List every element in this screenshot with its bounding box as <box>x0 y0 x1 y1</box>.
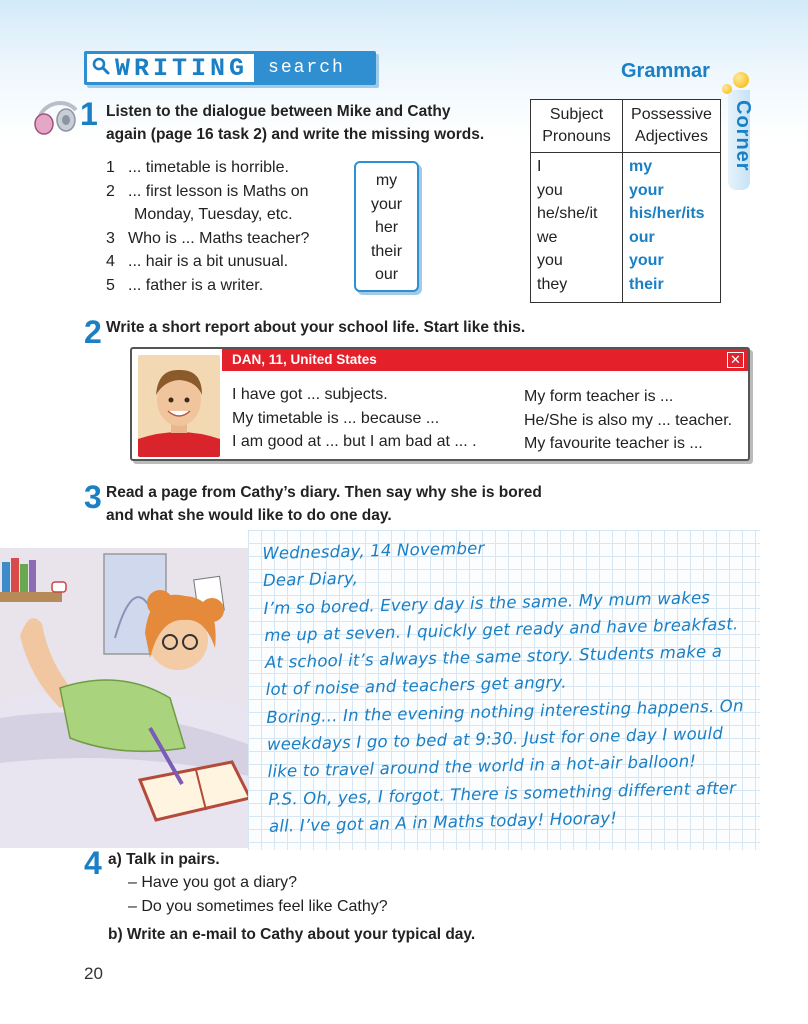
writing-search-header <box>84 51 376 85</box>
list-item <box>106 180 309 204</box>
diary-line: At school it’s always the same story. Students make a <box>264 641 723 673</box>
item-number: 1 <box>106 159 115 176</box>
table-header-possessive <box>623 100 721 153</box>
diary-line: I’m so bored. Every day is the same. My mum wakes <box>263 587 711 618</box>
headphones-icon <box>32 96 84 136</box>
header-text: Possessive <box>631 106 712 123</box>
profile-card <box>130 347 750 461</box>
task2-instruction: Write a short report about your school life. Start like this. <box>106 319 526 336</box>
grammar-title: Grammar <box>621 60 710 82</box>
table-cell: their <box>629 275 664 293</box>
profile-name: DAN, 11, United States <box>232 352 377 367</box>
task1-instruction-line2: again (page 16 task 2) and write the missing words. <box>106 126 485 143</box>
task4-b-label: b) Write an e-mail to Cathy about your typical day. <box>108 926 476 943</box>
profile-title-bar <box>222 349 748 371</box>
table-cell: my <box>629 158 653 175</box>
table-cell: his/her/its <box>629 205 705 222</box>
item-number: 5 <box>106 276 115 294</box>
item-text: ... first lesson is Maths on <box>128 182 309 200</box>
table-cell: I <box>537 158 542 175</box>
avatar <box>138 355 220 457</box>
task2-number: 2 <box>84 314 102 350</box>
item-text: Monday, Tuesday, etc. <box>134 206 293 223</box>
page-number: 20 <box>84 964 103 983</box>
item-number: 2 <box>106 182 115 200</box>
table-row <box>531 153 721 303</box>
profile-prompts-right <box>524 385 732 456</box>
word-box-item: my <box>375 172 398 189</box>
word-box-item: our <box>374 266 399 283</box>
list-item <box>106 227 309 251</box>
table-cell: our <box>629 228 655 246</box>
close-icon[interactable]: ✕ <box>727 352 744 368</box>
word-box-item: her <box>374 219 399 236</box>
table-header-subject <box>531 100 623 153</box>
subject-pronouns-cell <box>531 153 623 303</box>
prompt-line: I have got ... subjects. <box>232 386 388 403</box>
table-cell: you <box>537 181 563 199</box>
task4-a-item: – Do you sometimes feel like Cathy? <box>128 897 388 915</box>
diary-text <box>262 528 769 840</box>
prompt-line: I am good at ... but I am bad at ... . <box>232 433 477 450</box>
item-number: 4 <box>106 253 115 270</box>
diary-line: me up at seven. I quickly get ready and have breakfast. <box>264 614 739 645</box>
item-number <box>106 203 134 227</box>
bubble-icon <box>733 72 749 88</box>
header-text: Pronouns <box>542 128 611 145</box>
diary-line: all. I’ve got an A in Maths today! Hooray! <box>268 808 618 836</box>
header-title: WRITING <box>115 53 249 83</box>
table-cell: you <box>537 252 563 269</box>
list-item <box>106 274 309 298</box>
table-cell: he/she/it <box>537 205 598 222</box>
header-tag: search <box>254 54 373 82</box>
table-cell: we <box>537 228 558 246</box>
prompt-line: My favourite teacher is ... <box>524 435 703 452</box>
task4-a-item: – Have you got a diary? <box>128 874 297 891</box>
word-box-item: their <box>370 242 403 260</box>
possessive-adjectives-cell <box>623 153 721 303</box>
table-cell: your <box>629 252 664 269</box>
list-item <box>106 156 309 180</box>
word-box <box>354 161 419 292</box>
task1-number: 1 <box>80 96 98 132</box>
list-item <box>106 203 309 227</box>
prompt-line: My form teacher is ... <box>524 388 674 405</box>
task1-instruction-line1: Listen to the dialogue between Mike and Cathy <box>106 103 451 120</box>
task3-instruction-line1: Read a page from Cathy’s diary. Then say why she is bored <box>106 484 542 501</box>
task4-number: 4 <box>84 845 102 881</box>
bubble-icon <box>722 84 732 94</box>
task4-content <box>108 848 475 946</box>
diary-line: like to travel around the world in a hot-air balloon! <box>267 751 697 782</box>
diary-line: Boring... In the evening nothing interesting happens. On <box>266 696 744 727</box>
header-text: Subject <box>549 106 604 123</box>
item-text: ... father is a writer. <box>128 276 264 294</box>
profile-prompts-left <box>232 383 477 454</box>
prompt-line: My timetable is ... because ... <box>232 409 440 427</box>
task1-instruction <box>106 100 484 146</box>
task1-list <box>106 156 309 297</box>
table-cell: they <box>537 275 568 293</box>
diary-line: P.S. Oh, yes, I forgot. There is something different after <box>268 778 737 809</box>
prompt-line: He/She is also my ... teacher. <box>524 411 733 429</box>
diary-line: Wednesday, 14 November <box>262 538 485 563</box>
grammar-corner-label: Corner <box>732 100 754 172</box>
search-icon <box>87 57 115 80</box>
cathy-illustration <box>0 548 258 848</box>
item-text: ... hair is a bit unusual. <box>128 253 289 270</box>
diary-line: lot of noise and teachers get angry. <box>265 673 567 700</box>
task3-number: 3 <box>84 479 102 515</box>
task3-instruction-line2: and what she would like to do one day. <box>106 507 392 524</box>
item-text: Who is ... Maths teacher? <box>128 229 310 247</box>
header-text: Adjectives <box>635 128 708 145</box>
task4-a-label: a) Talk in pairs. <box>108 851 220 868</box>
diary-line: weekdays I go to bed at 9:30. Just for one day I would <box>266 723 724 755</box>
grammar-table <box>530 99 721 303</box>
table-cell: your <box>629 181 664 199</box>
list-item <box>106 250 309 274</box>
task3-instruction <box>106 481 542 527</box>
diary-line: Dear Diary, <box>262 568 359 591</box>
item-text: ... timetable is horrible. <box>128 159 289 176</box>
word-box-item: your <box>370 195 403 213</box>
table-header-row <box>531 100 721 153</box>
item-number: 3 <box>106 229 115 247</box>
